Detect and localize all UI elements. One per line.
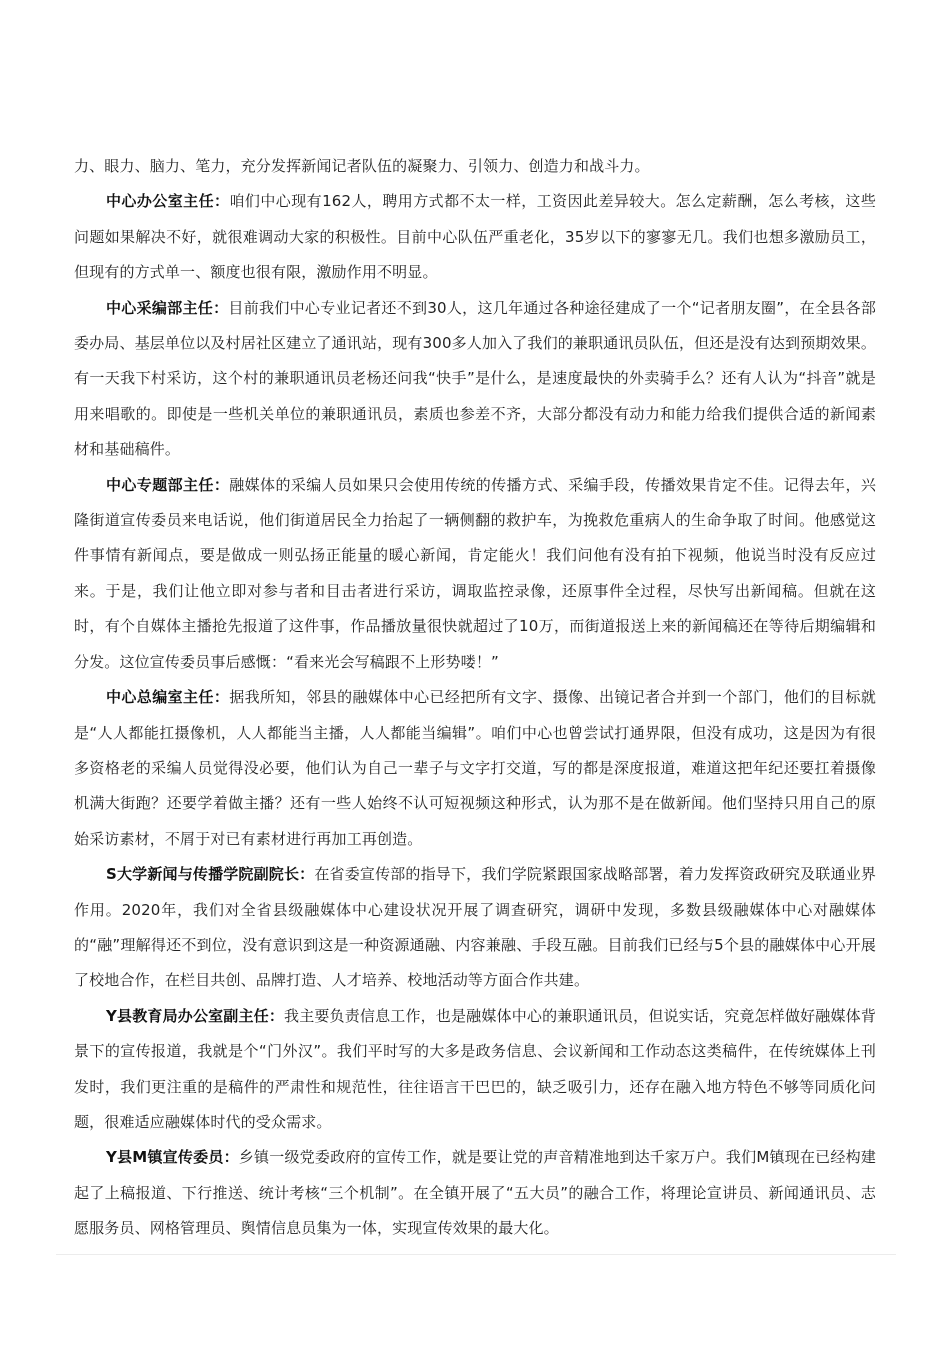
speaker-label: S大学新闻与传播学院副院长： [106,865,315,884]
paragraph-text: 融媒体的采编人员如果只会使用传统的传播方式、采编手段，传播效果肯定不佳。记得去年，兴隆街道宣传委员来电话说，他们街道居民全力抬起了一辆侧翻的救护车，为挽救危重病人的生命争取了时间。他感觉这件事情有新闻点，要是做成一则弘扬正能量的暖心新闻，肯定能火！我们问他有没有拍下视频，他说当时没有反应过来。于是，我们让他立即对参与者和目击者进行采访，调取监控录像，还原事件全过程，尽快写出新闻稿。但就在这时，有个自媒体主播抢先报道了这件事，作品播放量很快就超过了10万，而街道报送上来的新闻稿还在等待后期编辑和分发。这位宣传委员事后感慨：“看来光会写稿跟不上形势喽！” [74,475,877,671]
paragraph-text: 力、眼力、脑力、笔力，充分发挥新闻记者队伍的凝聚力、引领力、创造力和战斗力。 [74,157,650,175]
paragraph-town-publicity [74,1140,876,1246]
speaker-label: 中心采编部主任： [106,298,229,317]
paragraph-text: 乡镇一级党委政府的宣传工作，就是要让党的声音精准地到达千家万户。我们M镇现在已经构建起了上稿报道、下行推送、统计考核“三个机制”。在全镇开展了“五大员”的融合工作，将理论宣讲员、新闻通讯员、志愿服务员、网格管理员、舆情信息员集为一体，实现宣传效果的最大化。 [74,1148,877,1238]
paragraph-feature-director [74,468,876,680]
paragraph-text: 我主要负责信息工作，也是融媒体中心的兼职通讯员，但说实话，究竟怎样做好融媒体背景下的宣传报道，我就是个“门外汉”。我们平时写的大多是政务信息、会议新闻和工作动态这类稿件，在传统媒体上刊发时，我们更注重的是稿件的严肃性和规范性，往往语言干巴巴的，缺乏吸引力，还存在融入地方特色不够等同质化问题，很难适应融媒体时代的受众需求。 [74,1006,876,1131]
speaker-label: 中心办公室主任： [106,192,230,211]
paragraph-editing-director [74,291,876,468]
speaker-label: Y县M镇宣传委员： [106,1148,239,1167]
paragraph-text: 目前我们中心专业记者还不到30人，这几年通过各种途径建成了一个“记者朋友圈”，在全县各部委办局、基层单位以及村居社区建立了通讯站，现有300多人加入了我们的兼职通讯员队伍，但还是没有达到预期效果。有一天我下村采访，这个村的兼职通讯员老杨还问我“快手”是什么，是速度最快的外卖骑手么？还有人认为“抖音”就是用来唱歌的。即使是一些机关单位的兼职通讯员，素质也参差不齐，大部分都没有动力和能力给我们提供合适的新闻素材和基础稿件。 [74,298,877,459]
paragraph-text: 咱们中心现有162人，聘用方式都不太一样，工资因此差异较大。怎么定薪酬，怎么考核，这些问题如果解决不好，就很难调动大家的积极性。目前中心队伍严重老化，35岁以下的寥寥无几。我们也想多激励员工，但现有的方式单一、额度也很有限，激励作用不明显。 [74,192,877,282]
document-body [74,149,876,1247]
paragraph-university-dean [74,857,876,999]
page-bottom-rule [56,1254,896,1255]
speaker-label: 中心总编室主任： [106,688,230,707]
paragraph-education-office [74,999,876,1141]
paragraph-text: 据我所知，邻县的融媒体中心已经把所有文字、摄像、出镜记者合并到一个部门，他们的目标就是“人人都能扛摄像机，人人都能当主播，人人都能当编辑”。咱们中心也曾尝试打通界限，但没有成功，这是因为有很多资格老的采编人员觉得没必要，他们认为自己一辈子与文字打交道，写的都是深度报道，难道这把年纪还要扛着摄像机满大街跑？还要学着做主播？还有一些人始终不认可短视频这种形式，认为那不是在做新闻。他们坚持只用自己的原始采访素材，不屑于对已有素材进行再加工再创造。 [74,688,877,848]
paragraph-office-director [74,184,876,290]
paragraph-text: 在省委宣传部的指导下，我们学院紧跟国家战略部署，着力发挥资政研究及联通业界作用。2020年，我们对全省县级融媒体中心建设状况开展了调查研究，调研中发现，多数县级融媒体中心对融媒体的“融”理解得还不到位，没有意识到这是一种资源通融、内容兼融、手段互融。目前我们已经与5个县的融媒体中心开展了校地合作，在栏目共创、品牌打造、人才培养、校地活动等方面合作共建。 [74,865,876,990]
paragraph-chief-editor [74,680,876,857]
speaker-label: 中心专题部主任： [106,475,230,494]
paragraph-continuation [74,149,876,184]
speaker-label: Y县教育局办公室副主任： [106,1006,285,1025]
